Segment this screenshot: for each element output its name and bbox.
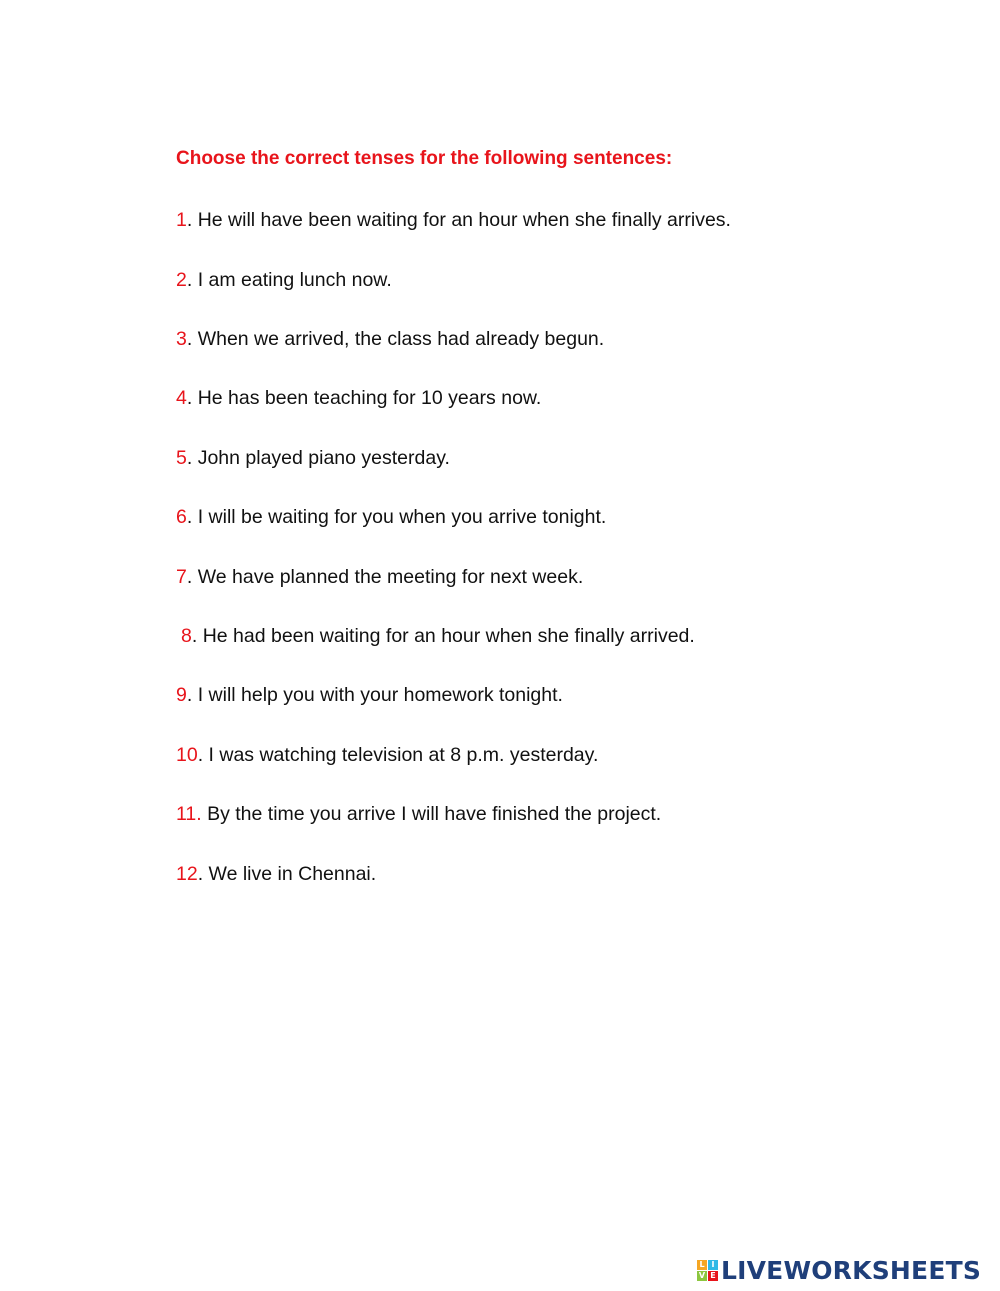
question-number: 5 <box>176 447 187 469</box>
question-8 <box>181 624 695 648</box>
question-text: . He will have been waiting for an hour when she finally arrives. <box>186 209 731 231</box>
question-1 <box>176 208 731 232</box>
worksheet-title: Choose the correct tenses for the following sentences: <box>176 148 673 169</box>
question-text: . I will help you with your homework tonight. <box>186 684 563 706</box>
question-number: 7 <box>176 566 187 588</box>
logo-text: LIVEWORKSHEETS <box>721 1255 982 1285</box>
question-5 <box>176 446 450 470</box>
question-text: By the time you arrive I will have finished the project. <box>201 803 662 825</box>
question-text: . We have planned the meeting for next week. <box>186 566 584 588</box>
logo-block-v: V <box>698 1270 706 1280</box>
question-number: 12 <box>176 863 198 885</box>
question-12 <box>176 862 376 886</box>
question-text: . We live in Chennai. <box>197 863 377 885</box>
question-7 <box>176 565 583 589</box>
question-text: . When we arrived, the class had already begun. <box>186 328 605 350</box>
logo-block-e: E <box>708 1271 718 1281</box>
question-number: 8 <box>181 625 192 647</box>
question-text: . He has been teaching for 10 years now. <box>186 387 542 409</box>
logo-blocks-icon <box>697 1260 718 1281</box>
question-number: 10 <box>176 744 198 766</box>
question-9 <box>176 683 563 707</box>
question-number: 11. <box>176 803 202 825</box>
question-4 <box>176 386 541 410</box>
question-text: . He had been waiting for an hour when she finally arrived. <box>191 625 695 647</box>
question-number: 6 <box>176 506 187 528</box>
question-10 <box>176 743 598 767</box>
question-6 <box>176 505 606 529</box>
question-text: . I will be waiting for you when you arrive tonight. <box>186 506 607 528</box>
question-number: 3 <box>176 328 187 350</box>
question-number: 9 <box>176 684 187 706</box>
question-text: . I am eating lunch now. <box>186 269 392 291</box>
question-11 <box>176 802 661 826</box>
question-2 <box>176 268 392 292</box>
question-text: . I was watching television at 8 p.m. yesterday. <box>197 744 599 766</box>
liveworksheets-logo <box>697 1255 981 1285</box>
question-number: 4 <box>176 387 187 409</box>
question-text: . John played piano yesterday. <box>186 447 450 469</box>
logo-block-i: I <box>708 1260 718 1270</box>
question-3 <box>176 327 604 351</box>
logo-block-l: L <box>697 1260 707 1270</box>
question-number: 1 <box>176 209 187 231</box>
question-number: 2 <box>176 269 187 291</box>
